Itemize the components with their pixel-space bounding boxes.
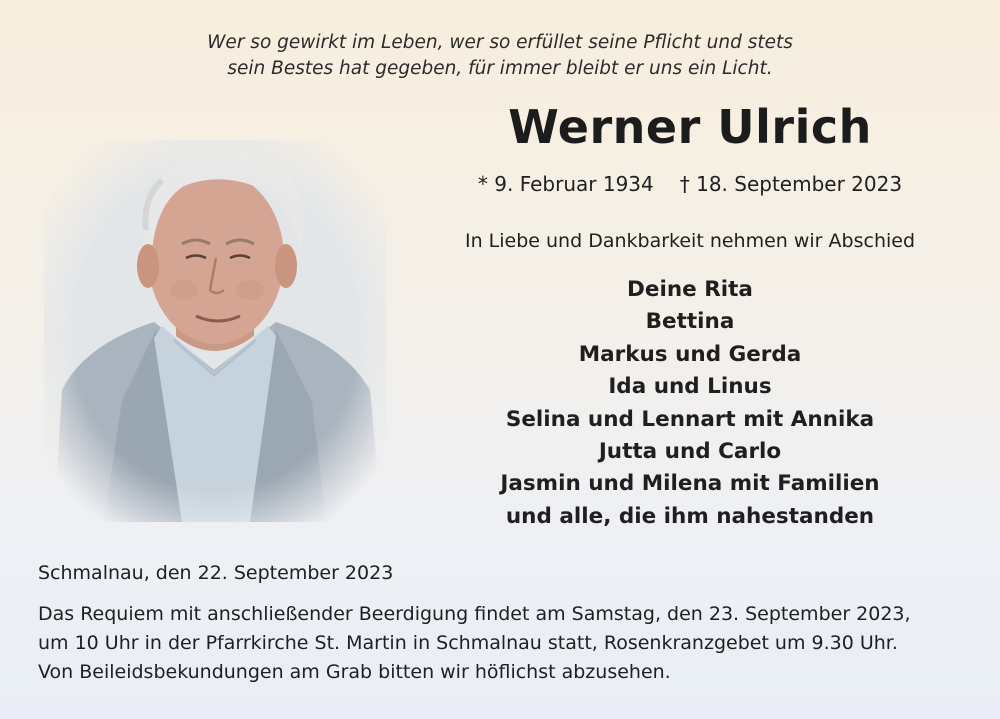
life-dates xyxy=(440,172,940,196)
deceased-name: Werner Ulrich xyxy=(508,100,872,154)
mourner-entry: Bettina xyxy=(645,309,735,335)
details-line: Das Requiem mit anschließender Beerdigung findet am Samstag, den 23. September 2023, xyxy=(38,603,911,625)
birth-date: * 9. Februar 1934 xyxy=(477,172,654,196)
mourner-entry: Selina und Lennart mit Annika xyxy=(505,406,875,432)
place-and-date: Schmalnau, den 22. September 2023 xyxy=(38,562,394,584)
mourner-entry: Jutta und Carlo xyxy=(598,439,782,465)
mourner-entry: und alle, die ihm nahestanden xyxy=(505,503,875,529)
motto-line: sein Bestes hat gegeben, für immer bleibt er uns ein Licht. xyxy=(227,58,773,79)
details-line: Von Beileidsbekundungen am Grab bitten wir höflichst abzusehen. xyxy=(38,661,671,683)
motto-line: Wer so gewirkt im Leben, wer so erfüllet seine Pflicht und stets xyxy=(207,32,793,53)
mourner-entry: Markus und Gerda xyxy=(578,341,802,367)
mourner-entry: Ida und Linus xyxy=(608,374,772,400)
mourners-list xyxy=(440,274,940,533)
death-date: † 18. September 2023 xyxy=(679,172,903,196)
portrait-photo xyxy=(44,140,386,522)
funeral-details xyxy=(38,600,978,687)
farewell-line: In Liebe und Dankbarkeit nehmen wir Abschied xyxy=(464,230,916,252)
details-line: um 10 Uhr in der Pfarrkirche St. Martin in Schmalnau statt, Rosenkranzgebet um 9.30 Uhr. xyxy=(38,632,898,654)
motto-verse xyxy=(0,30,1000,82)
mourner-entry: Deine Rita xyxy=(627,277,753,302)
mourner-entry: Jasmin und Milena mit Familien xyxy=(500,471,880,497)
